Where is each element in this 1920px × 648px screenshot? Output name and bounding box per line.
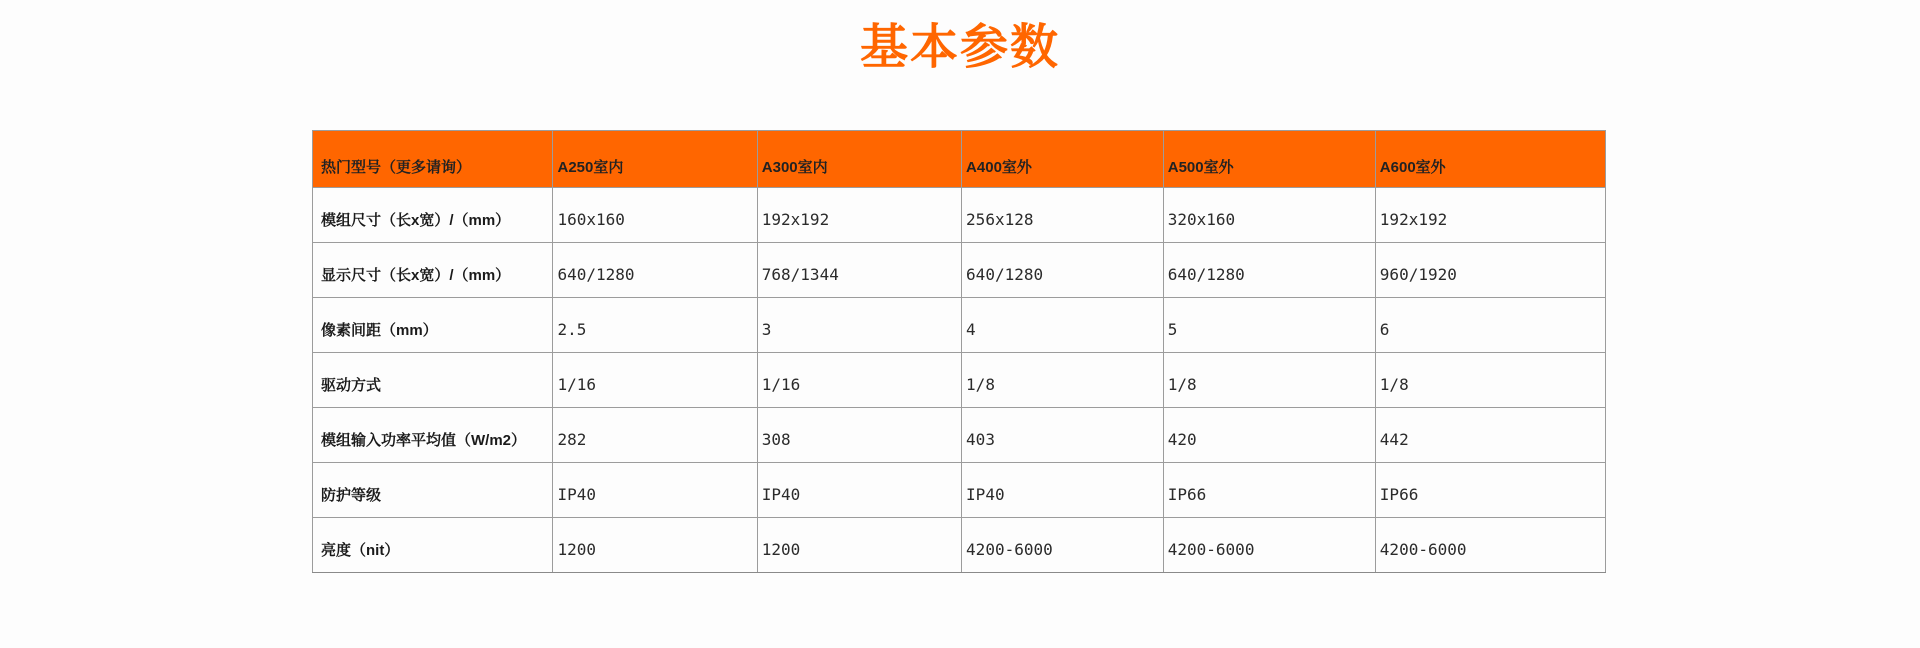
spec-table bbox=[312, 130, 1606, 573]
cell-value: 1200 bbox=[757, 518, 961, 573]
cell-value: 192x192 bbox=[1375, 188, 1605, 243]
table-row bbox=[313, 188, 1606, 243]
table-row bbox=[313, 518, 1606, 573]
cell-value: 420 bbox=[1163, 408, 1375, 463]
cell-value: 4200-6000 bbox=[962, 518, 1164, 573]
table-row bbox=[313, 243, 1606, 298]
table-row bbox=[313, 353, 1606, 408]
table-row bbox=[313, 463, 1606, 518]
cell-value: 282 bbox=[553, 408, 757, 463]
cell-value: IP66 bbox=[1163, 463, 1375, 518]
cell-value: 442 bbox=[1375, 408, 1605, 463]
cell-value: 640/1280 bbox=[553, 243, 757, 298]
cell-value: 1/8 bbox=[962, 353, 1164, 408]
column-header-model: A250室内 bbox=[553, 131, 757, 188]
cell-value: 768/1344 bbox=[757, 243, 961, 298]
cell-value: 192x192 bbox=[757, 188, 961, 243]
cell-value: IP40 bbox=[757, 463, 961, 518]
cell-value: 4200-6000 bbox=[1163, 518, 1375, 573]
cell-value: 960/1920 bbox=[1375, 243, 1605, 298]
cell-value: 320x160 bbox=[1163, 188, 1375, 243]
row-label: 像素间距（mm） bbox=[313, 298, 553, 353]
table-body bbox=[313, 188, 1606, 573]
cell-value: 4 bbox=[962, 298, 1164, 353]
cell-value: 1/16 bbox=[757, 353, 961, 408]
cell-value: 1/8 bbox=[1375, 353, 1605, 408]
cell-value: 3 bbox=[757, 298, 961, 353]
column-header-model: A600室外 bbox=[1375, 131, 1605, 188]
cell-value: 640/1280 bbox=[1163, 243, 1375, 298]
row-label: 防护等级 bbox=[313, 463, 553, 518]
row-label: 驱动方式 bbox=[313, 353, 553, 408]
column-header-model: A400室外 bbox=[962, 131, 1164, 188]
table-header-row bbox=[313, 131, 1606, 188]
column-header-model: A500室外 bbox=[1163, 131, 1375, 188]
table-row bbox=[313, 298, 1606, 353]
table-row bbox=[313, 408, 1606, 463]
cell-value: 1/8 bbox=[1163, 353, 1375, 408]
cell-value: 5 bbox=[1163, 298, 1375, 353]
cell-value: 256x128 bbox=[962, 188, 1164, 243]
cell-value: 1200 bbox=[553, 518, 757, 573]
page-title: 基本参数 bbox=[859, 21, 1060, 74]
column-header-model: A300室内 bbox=[757, 131, 961, 188]
spec-table-container bbox=[312, 130, 1606, 573]
column-header-label: 热门型号（更多请询） bbox=[313, 131, 553, 188]
cell-value: 160x160 bbox=[553, 188, 757, 243]
cell-value: IP40 bbox=[962, 463, 1164, 518]
cell-value: 1/16 bbox=[553, 353, 757, 408]
cell-value: 403 bbox=[962, 408, 1164, 463]
cell-value: 6 bbox=[1375, 298, 1605, 353]
row-label: 模组输入功率平均值（W/m2） bbox=[313, 408, 553, 463]
cell-value: IP40 bbox=[553, 463, 757, 518]
cell-value: 640/1280 bbox=[962, 243, 1164, 298]
row-label: 亮度（nit） bbox=[313, 518, 553, 573]
row-label: 显示尺寸（长x宽）/（mm） bbox=[313, 243, 553, 298]
row-label: 模组尺寸（长x宽）/（mm） bbox=[313, 188, 553, 243]
cell-value: 2.5 bbox=[553, 298, 757, 353]
cell-value: IP66 bbox=[1375, 463, 1605, 518]
cell-value: 4200-6000 bbox=[1375, 518, 1605, 573]
cell-value: 308 bbox=[757, 408, 961, 463]
